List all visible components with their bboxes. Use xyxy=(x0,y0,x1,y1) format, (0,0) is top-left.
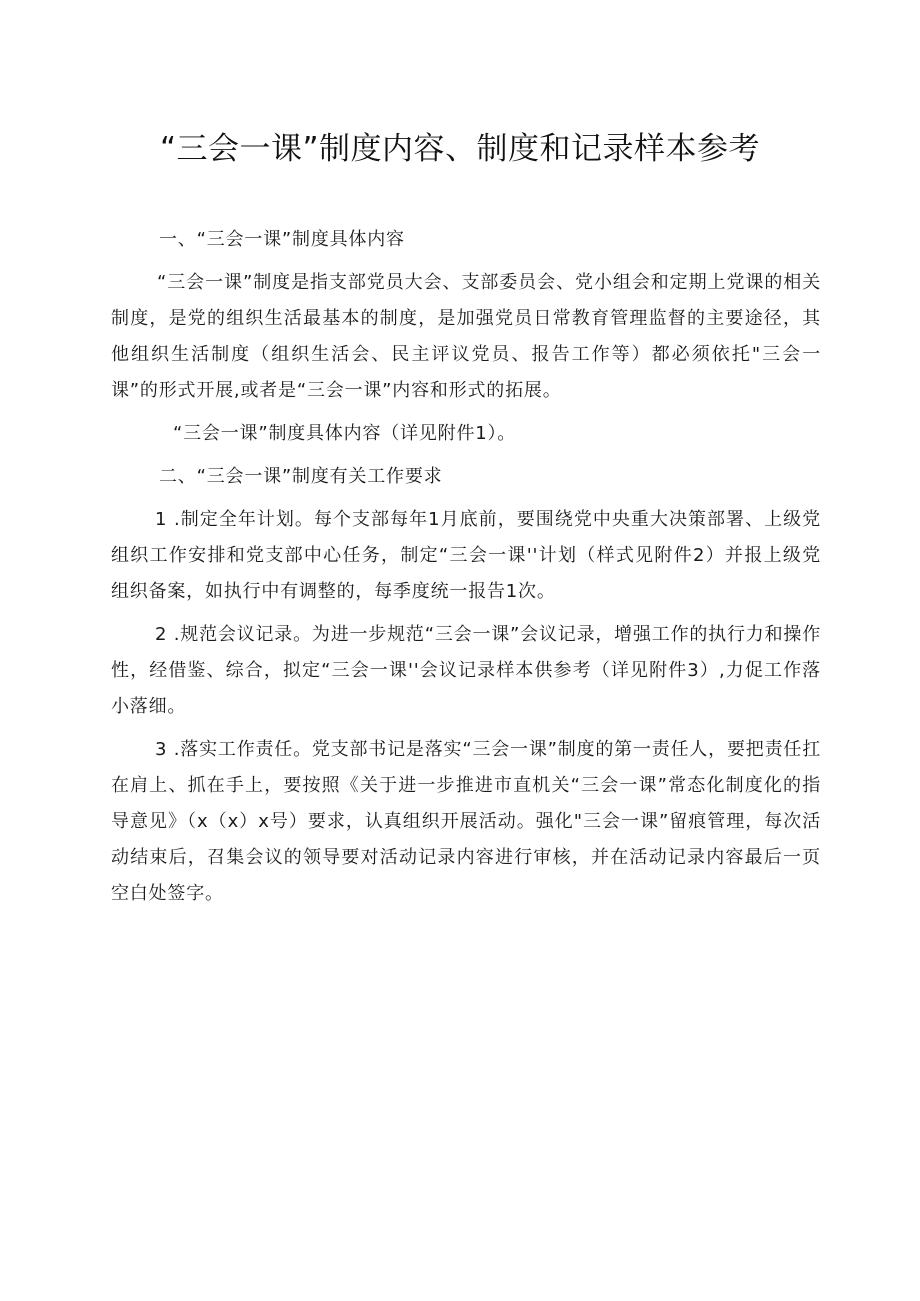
requirement-item-1: 1 .制定全年计划。每个支部每年1月底前，要围绕党中央重大决策部署、上级党组织工作安排和党支部中心任务，制定“三会一课''计划（样式见附件2）并报上级党组织备案，如执行中有调整的，每季度统一报告1次。 xyxy=(111,509,821,602)
section-1-paragraph: “三会一课”制度是指支部党员大会、支部委员会、党小组会和定期上党课的相关制度，是党的组织生活最基本的制度，是加强党员日常教育管理监督的主要途径，其他组织生活制度（组织生活会、民主评议党员、报告工作等）都必须依托"三会一课”的形式开展,或者是“三会一课”内容和形式的拓展。 xyxy=(111,272,821,401)
document-body xyxy=(111,222,821,919)
section-1-detail: “三会一课”制度具体内容（详见附件1）。 xyxy=(173,423,517,444)
document-title: “三会一课”制度内容、制度和记录样本参考 xyxy=(159,131,761,167)
section-2-heading: 二、“三会一课”制度有关工作要求 xyxy=(159,466,443,487)
section-1-heading: 一、“三会一课”制度具体内容 xyxy=(159,229,405,250)
requirement-item-2: 2 .规范会议记录。为进一步规范“三会一课”会议记录，增强工作的执行力和操作性，经借鉴、综合，拟定“三会一课''会议记录样本供参考（详见附件3）,力促工作落小落细。 xyxy=(111,624,821,717)
requirement-item-3: 3 .落实工作责任。党支部书记是落实“三会一课”制度的第一责任人，要把责任扛在肩上、抓在手上，要按照《关于进一步推进市直机关“三会一课”常态化制度化的指导意见》（x（x）x号）要求，认真组织开展活动。强化"三会一课”留痕管理，每次活动结束后，召集会议的领导要对活动记录内容进行审核，并在活动记录内容最后一页空白处签字。 xyxy=(111,739,821,904)
